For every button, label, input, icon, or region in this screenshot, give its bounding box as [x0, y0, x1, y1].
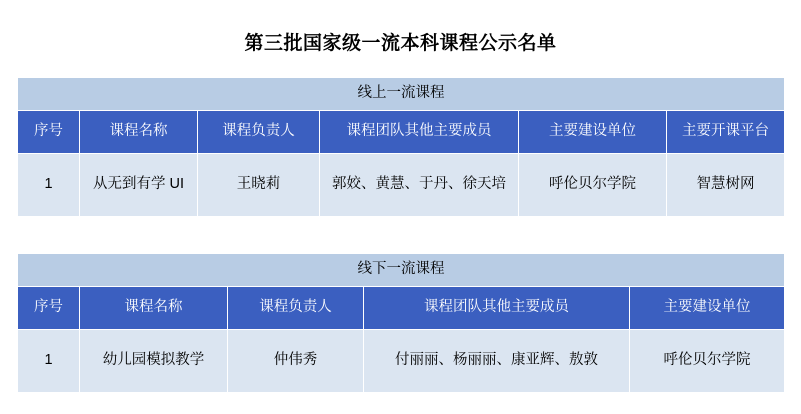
table-header-row — [18, 287, 785, 330]
cell-institution: 呼伦贝尔学院 — [519, 154, 667, 217]
cell-course-leader: 仲伟秀 — [228, 330, 364, 393]
column-header-index: 序号 — [18, 111, 80, 154]
column-header-platform: 主要开课平台 — [667, 111, 785, 154]
course-table-offline — [17, 253, 785, 393]
title-spacer — [0, 65, 801, 77]
table-band-title-row — [18, 254, 785, 287]
table-section-online — [0, 77, 801, 217]
column-header-course-leader: 课程负责人 — [228, 287, 364, 330]
column-header-course-leader: 课程负责人 — [198, 111, 320, 154]
column-header-index: 序号 — [18, 287, 80, 330]
column-header-institution: 主要建设单位 — [519, 111, 667, 154]
cell-index: 1 — [18, 330, 80, 393]
cell-course-leader: 王晓莉 — [198, 154, 320, 217]
page-title: 第三批国家级一流本科课程公示名单 — [244, 33, 557, 54]
cell-team-members: 郭姣、黄慧、于丹、徐天培 — [320, 154, 519, 217]
column-header-team-members: 课程团队其他主要成员 — [364, 287, 630, 330]
table-row — [18, 330, 785, 393]
cell-course-name: 从无到有学 UI — [80, 154, 198, 217]
table-section-offline — [0, 253, 801, 393]
table-spacer — [0, 217, 801, 253]
column-header-institution: 主要建设单位 — [630, 287, 785, 330]
band-title-offline: 线下一流课程 — [18, 254, 785, 287]
column-header-team-members: 课程团队其他主要成员 — [320, 111, 519, 154]
table-band-title-row — [18, 78, 785, 111]
column-header-course-name: 课程名称 — [80, 287, 228, 330]
column-header-course-name: 课程名称 — [80, 111, 198, 154]
cell-institution: 呼伦贝尔学院 — [630, 330, 785, 393]
table-row — [18, 154, 785, 217]
table-header-row — [18, 111, 785, 154]
cell-platform: 智慧树网 — [667, 154, 785, 217]
course-table-online — [17, 77, 785, 217]
cell-team-members: 付丽丽、杨丽丽、康亚辉、敖敦 — [364, 330, 630, 393]
cell-course-name: 幼儿园模拟教学 — [80, 330, 228, 393]
cell-index: 1 — [18, 154, 80, 217]
band-title-online: 线上一流课程 — [18, 78, 785, 111]
